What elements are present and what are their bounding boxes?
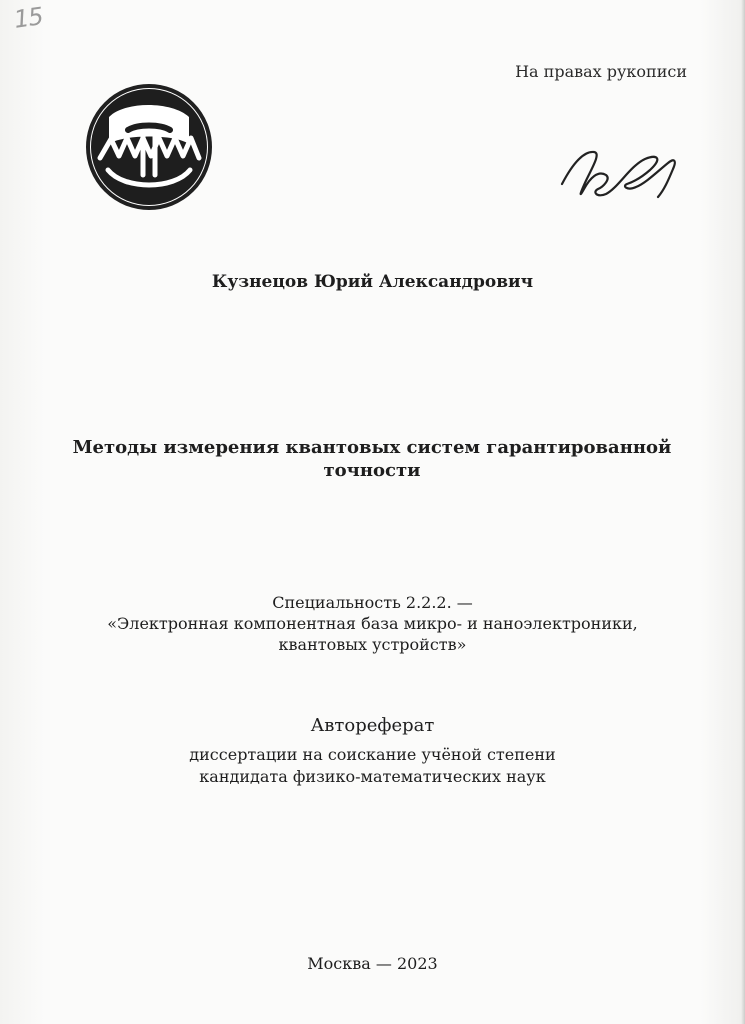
city-year: Москва — 2023 bbox=[307, 954, 438, 973]
title-line: точности bbox=[323, 460, 421, 482]
abstract-subtitle bbox=[0, 744, 745, 788]
specialty-line: Специальность 2.2.2. — bbox=[272, 593, 473, 612]
title-line: Методы измерения квантовых систем гарантированной bbox=[72, 437, 672, 458]
specialty-line: квантовых устройств» bbox=[278, 634, 467, 654]
specialty-line: «Электронная компонентная база микро- и наноэлектроники, bbox=[107, 613, 638, 633]
abstract-label: Автореферат bbox=[310, 715, 435, 736]
page-number: 15 bbox=[12, 2, 45, 34]
abstract-line: диссертации на соискание учёной степени bbox=[189, 745, 556, 764]
specialty-block bbox=[0, 593, 745, 655]
signature-icon bbox=[556, 140, 684, 202]
manuscript-note: На правах рукописи bbox=[515, 62, 687, 81]
author-name: Кузнецов Юрий Александрович bbox=[211, 272, 534, 292]
abstract-line: кандидата физико-математических наук bbox=[199, 767, 546, 787]
university-logo-icon bbox=[86, 84, 212, 210]
dissertation-title bbox=[62, 436, 682, 482]
